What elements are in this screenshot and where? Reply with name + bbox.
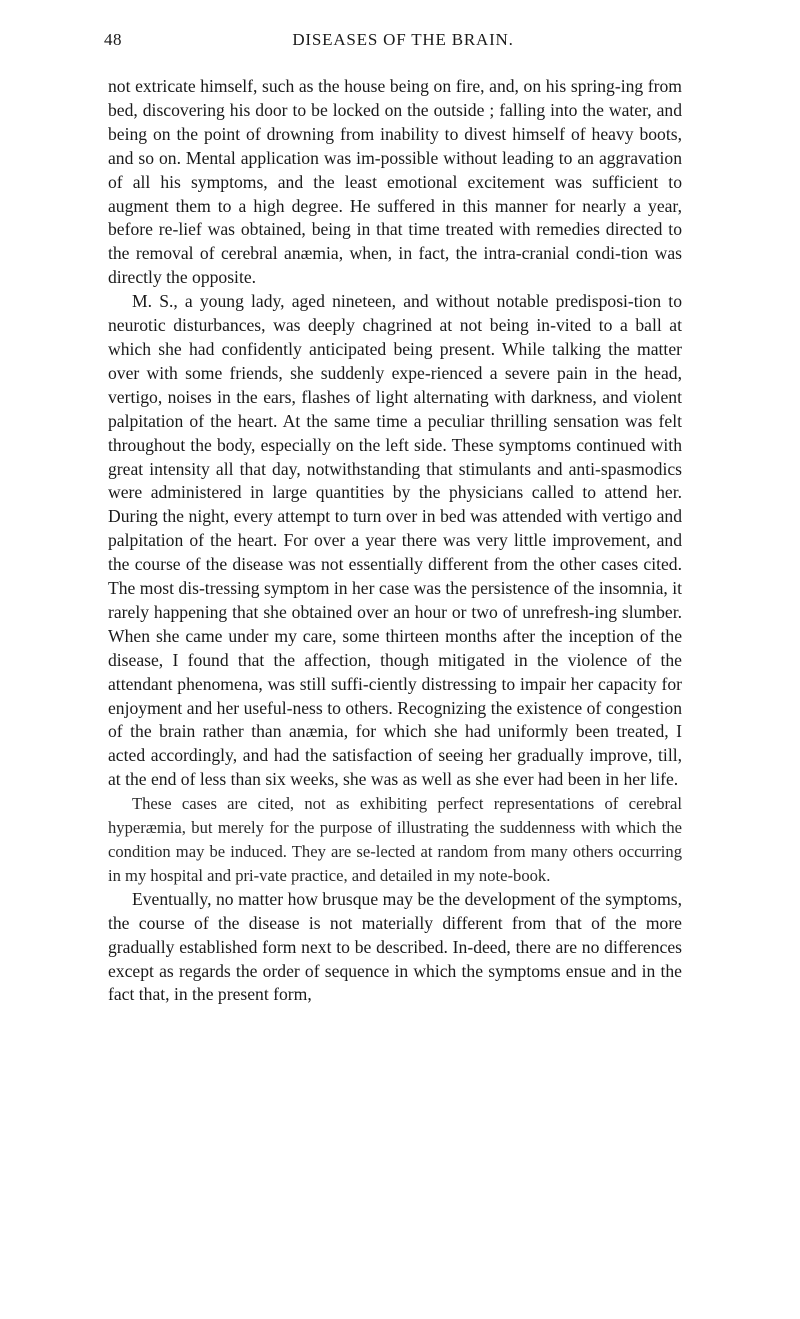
page-number: 48 [104,30,122,49]
page-header [104,30,682,54]
running-head: DISEASES OF THE BRAIN. [292,30,514,49]
paragraph-case-ms: M. S., a young lady, aged nineteen, and without notable predisposi-tion to neurotic disturbances, was deeply chagrined at not being in-vited to a ball at which she had confidently anticipated being present. While talking the matter over with some friends, she suddenly expe-rienced a severe pain in the head, vertigo, noises in the ears, flashes of light alternating with darkness, and violent palpitation of the heart. At the same time a peculiar thrilling sensation was felt throughout the body, especially on the left side. These symptoms continued with great intensity all that day, notwithstanding that stimulants and anti-spasmodics were administered in large quantities by the physicians called to attend her. During the night, every attempt to turn over in bed was attended with vertigo and palpitation of the heart. For over a year there was very little improvement, and the course of the disease was not essentially different from the other cases cited. The most dis-tressing symptom in her case was the persistence of the insomnia, it rarely happening that she obtained over an hour or two of unrefresh-ing slumber. When she came under my care, some thirteen months after the inception of the disease, I found that the affection, though mitigated in the violence of the attendant phenomena, was still suffi-ciently distressing to impair her capacity for enjoyment and her useful-ness to others. Recognizing the existence of congestion of the brain rather than anæmia, for which she had uniformly been treated, I acted accordingly, and had the satisfaction of seeing her gradually improve, till, at the end of less than six weeks, she was as well as she ever had been in her life. [108,291,682,790]
paragraph-cases-cited: These cases are cited, not as exhibiting perfect representations of cerebral hyperæmia, but merely for the purpose of illustrating the suddenness with which the condition may be induced. They are se-lected at random from many others occurring in my hospital and pri-vate practice, and detailed in my note-book. [108,794,682,885]
paragraph-continuation: not extricate himself, such as the house being on fire, and, on his spring-ing from bed, discovering his door to be locked on the outside ; falling into the water, and being on the point of drowning from inability to divest himself of heavy boots, and so on. Mental application was im-possible without leading to an aggravation of all his symptoms, and the least emotional excitement was sufficient to augment them to a high degree. He suffered in this manner for nearly a year, before re-lief was obtained, being in that time treated with remedies directed to the removal of cerebral anæmia, when, in fact, the intra-cranial condi-tion was directly the opposite. [108,76,682,288]
paragraph-eventually: Eventually, no matter how brusque may be the development of the symptoms, the course of the disease is not materially different from that of the more gradually established form next to be described. In-deed, there are no differences except as regards the order of sequence in which the symptoms ensue and in the fact that, in the present form, [108,888,682,1005]
body-text [108,75,682,1007]
